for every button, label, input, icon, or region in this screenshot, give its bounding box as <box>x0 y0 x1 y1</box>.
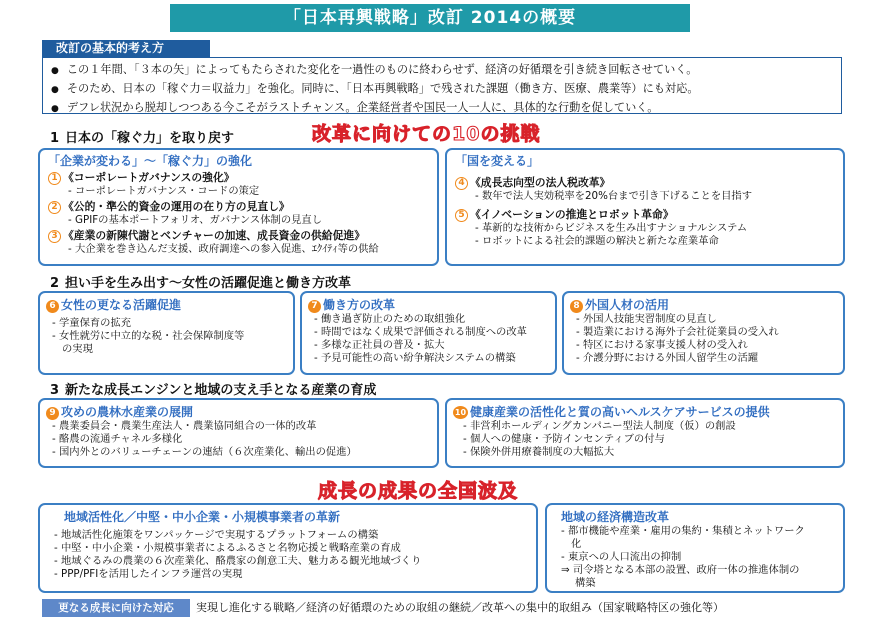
section1-heading: 1 日本の「稼ぐ力」を取り戻す <box>50 131 235 146</box>
spread-title: 成長の成果の全国波及 <box>318 480 519 502</box>
list-item: - 国内外とのバリューチェーンの連結（６次産業化、輸出の促進） <box>52 446 357 458</box>
list-item: の実現 <box>62 343 93 355</box>
list-item: - 地域活性化施策をワンパッケージで実現するプラットフォームの構築 <box>54 529 379 541</box>
list-item: - 非営利ホールディングカンパニー型法人制度（仮）の創設 <box>463 420 736 432</box>
number-1-icon: 1 <box>48 172 61 185</box>
challenge-9-box <box>38 398 439 468</box>
further-growth-text: 実現し進化する戦略／経済の好循環のための取組の継続／改革への集中的取組み（国家戦略特区の強化等） <box>196 601 724 614</box>
list-item: - 保険外併用療養制度の大幅拡大 <box>463 446 615 458</box>
list-item: - 介護分野における外国人留学生の活躍 <box>576 352 759 364</box>
list-item: - 女性就労に中立的な税・社会保障制度等 <box>52 330 245 342</box>
section1-left-box <box>38 148 439 266</box>
section1-right-header: 「国を変える」 <box>455 154 540 168</box>
list-item: - 製造業における海外子会社従業員の受入れ <box>576 326 779 338</box>
page-title: 「日本再興戦略」改訂 2014の概要 <box>170 4 690 32</box>
list-item: - 時間ではなく成果で評価される制度への改革 <box>314 326 527 338</box>
list-item: - 働き過ぎ防止のための取組強化 <box>314 313 466 325</box>
structure-box <box>545 503 845 593</box>
regional-box <box>38 503 538 593</box>
basic-approach-label: 改訂の基本的考え方 <box>42 40 210 57</box>
challenge-6-header: 6 女性の更なる活躍促進 <box>46 296 287 313</box>
basic-bullet: ● この１年間、「３本の矢」によってもたらされた変化を一過性のものに終わらせず、経済の好循環を引き続き回転させていく。 <box>51 63 698 76</box>
number-6-icon: 6 <box>46 300 59 313</box>
section3-heading: 3 新たな成長エンジンと地域の支え手となる産業の育成 <box>50 383 377 398</box>
arrow-right-icon: ⇒ <box>561 564 570 576</box>
challenge-5-detail: - ロボットによる社会的課題の解決と新たな産業革命 <box>475 235 719 247</box>
further-growth-label: 更なる成長に向けた対応 <box>42 599 190 617</box>
bullet-icon: ● <box>51 104 59 114</box>
challenge-6-box <box>38 291 295 375</box>
challenge-4-title: 4 《成長志向型の法人税改革》 <box>455 175 835 190</box>
list-item: - 中堅・中小企業・小規模事業者によるふるさと名物応援と戦略産業の育成 <box>54 542 401 554</box>
number-8-icon: 8 <box>570 300 583 313</box>
regional-header: 地域活性化／中堅・中小企業・小規模事業者の革新 <box>64 510 341 524</box>
list-item: ⇒ 司令塔となる本部の設置、政府一体の推進体制の <box>561 564 800 576</box>
challenge-3-detail: - 大企業を巻き込んだ支援、政府調達への参入促進、ｴｸｲﾃｨ等の供給 <box>68 243 379 255</box>
list-item: - 特区における家事支援人材の受入れ <box>576 339 748 351</box>
number-5-icon: 5 <box>455 209 468 222</box>
section2-heading: 2 担い手を生み出す～女性の活躍促進と働き方改革 <box>50 276 352 291</box>
number-3-icon: 3 <box>48 230 61 243</box>
list-item: - 外国人技能実習制度の見直し <box>576 313 717 325</box>
challenge-7-header: 7 働き方の改革 <box>308 296 549 313</box>
basic-bullet: ● そのため、日本の「稼ぐ力＝収益力」を強化。同時に、「日本再興戦略」で残された課題（働き方、医療、農業等）にも対応。 <box>51 82 699 95</box>
basic-bullet: ● デフレ状況から脱却しつつある今こそがラストチャンス。企業経営者や国民一人一人に、具体的な行動を促していく。 <box>51 101 659 114</box>
challenge-4-detail: - 数年で法人実効税率を20%台まで引き下げることを目指す <box>475 190 753 202</box>
structure-header: 地域の経済構造改革 <box>561 510 670 524</box>
number-4-icon: 4 <box>455 177 468 190</box>
list-item: - 都市機能や産業・雇用の集約・集積とネットワーク <box>561 525 805 537</box>
list-item: 化 <box>571 538 582 550</box>
challenge-2-title: 2 《公的・準公的資金の運用の在り方の見直し》 <box>48 199 429 214</box>
challenge-3-title: 3 《産業の新陳代謝とベンチャーの加速、成長資金の供給促進》 <box>48 228 429 243</box>
number-9-icon: 9 <box>46 407 59 420</box>
challenge-1-detail: - コーポレートガバナンス・コードの策定 <box>68 185 260 197</box>
challenge-9-header: 9 攻めの農林水産業の展開 <box>46 403 431 420</box>
reform-title: 改革に向けての10の挑戦 <box>312 123 541 145</box>
challenge-2-detail: - GPIFの基本ポートフォリオ、ガバナンス体制の見直し <box>68 214 323 226</box>
number-7-icon: 7 <box>308 300 321 313</box>
list-item: - PPP/PFIを活用したインフラ運営の実現 <box>54 568 243 580</box>
challenge-10-box <box>445 398 845 468</box>
bullet-icon: ● <box>51 85 59 95</box>
number-2-icon: 2 <box>48 201 61 214</box>
challenge-1-title: 1 《コーポレートガバナンスの強化》 <box>48 170 429 185</box>
list-item: - 予見可能性の高い紛争解決システムの構築 <box>314 352 516 364</box>
number-10-icon: 10 <box>454 408 467 417</box>
section1-left-header: 「企業が変わる」～「稼ぐ力」の強化 <box>48 154 253 168</box>
challenge-8-box <box>562 291 845 375</box>
bullet-icon: ● <box>51 66 59 76</box>
section1-right-box <box>445 148 845 266</box>
list-item: 構築 <box>575 577 596 589</box>
list-item: - 地域ぐるみの農業の６次産業化、酪農家の創意工夫、魅力ある観光地域づくり <box>54 555 422 567</box>
basic-approach-box <box>42 57 842 114</box>
challenge-10-header: 10 健康産業の活性化と質の高いヘルスケアサービスの提供 <box>454 405 770 419</box>
challenge-5-detail: - 革新的な技術からビジネスを生み出すナショナルシステム <box>475 222 748 234</box>
challenge-8-header: 8 外国人材の活用 <box>570 296 837 313</box>
list-item: - 学童保育の拡充 <box>52 317 132 329</box>
list-item: - 多様な正社員の普及・拡大 <box>314 339 445 351</box>
challenge-5-title: 5 《イノベーションの推進とロボット革命》 <box>455 207 835 222</box>
list-item: - 農業委員会・農業生産法人・農業協同組合の一体的改革 <box>52 420 317 432</box>
list-item: - 個人への健康・予防インセンティブの付与 <box>463 433 665 445</box>
challenge-7-box <box>300 291 557 375</box>
list-item: - 酪農の流通チャネル多様化 <box>52 433 183 445</box>
list-item: - 東京への人口流出の抑制 <box>561 551 682 563</box>
